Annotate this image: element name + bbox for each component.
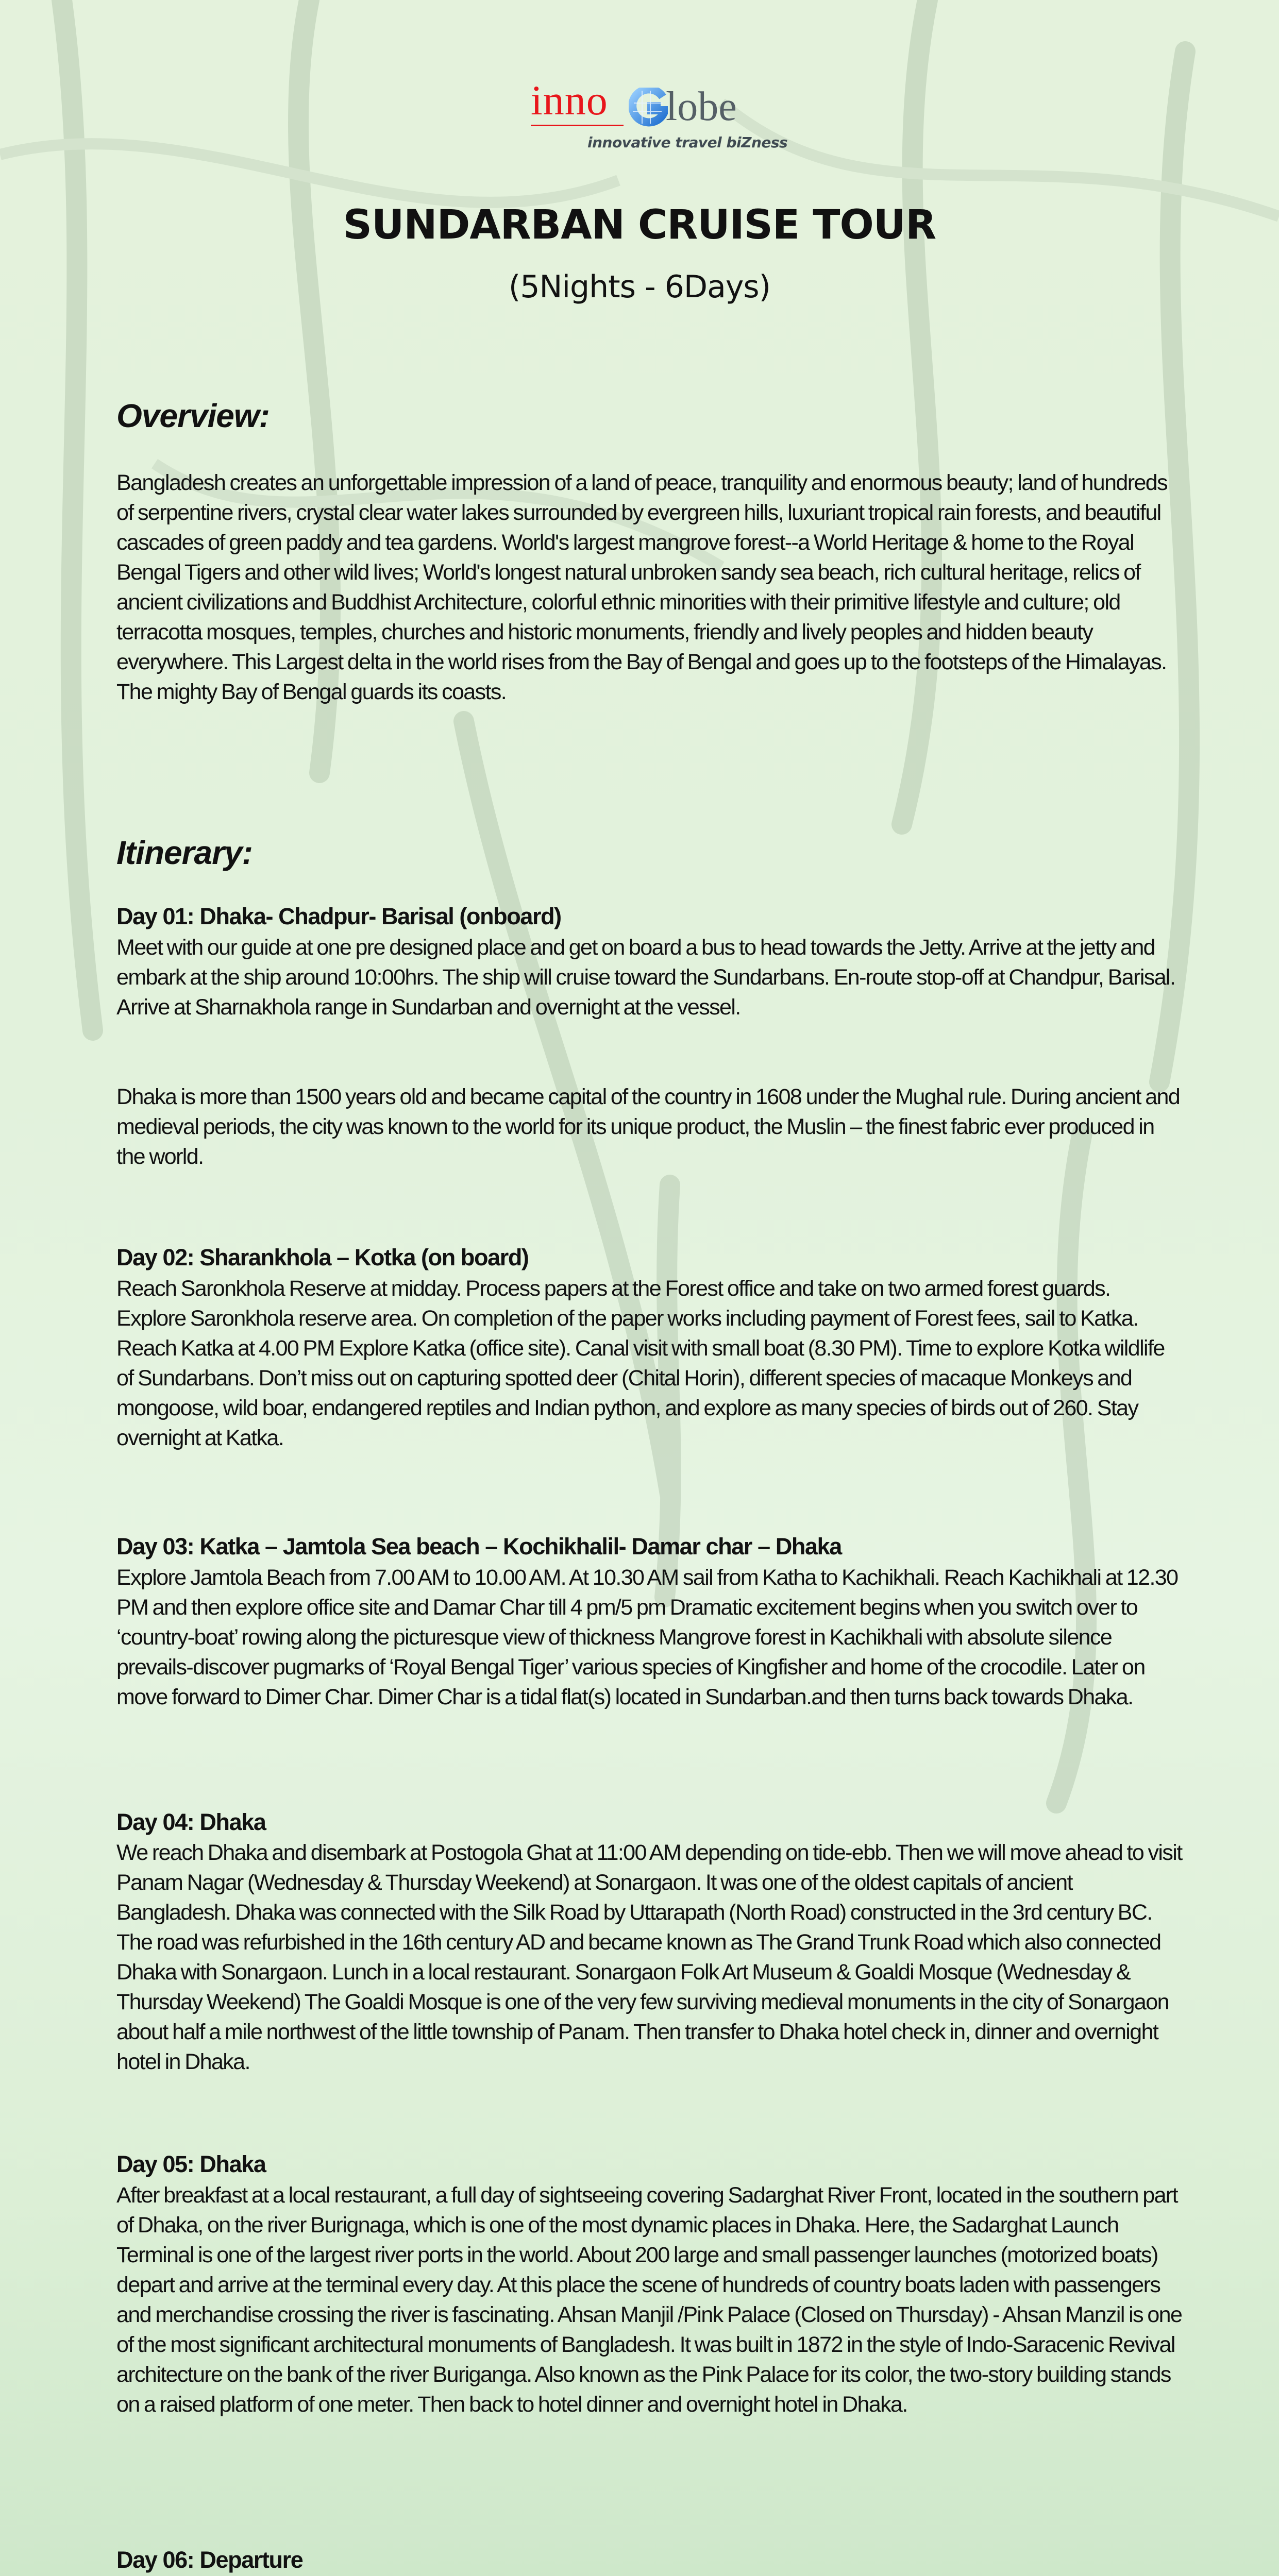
day-02-text: Reach Saronkhola Reserve at midday. Process papers at the Forest office and take on two armed forest guards. Explore Saronkhola reserve area. On completion of the paper works including payment of Forest fees, sail to Katka. Reach Katka at 4.00 PM Explore Katka (office site). Canal visit with small boat (8.30 PM). Time to explore Kotka wildlife of Sundarbans. Don’t miss out on capturing spotted deer (Chital Horin), different species of macaque Monkeys and mongoose, wild boar, endangered reptiles and Indian python, and explore as many species of birds out of 260. Stay overnight at Katka. (116, 1276, 1165, 1450)
day-04-text: We reach Dhaka and disembark at Postogola Ghat at 11:00 AM depending on tide-ebb. Then we will move ahead to visit Panam Nagar (Wednesday & Thursday Weekend) at Sonargaon. It was one of the oldest capitals of ancient Bangladesh. Dhaka was connected with the Silk Road by Uttarapath (North Road) constructed in the 3rd century BC. The road was refurbished in the 16th century AD and became known as The Grand Trunk Road which also connected Dhaka with Sonargaon. Lunch in a local restaurant. Sonargaon Folk Art Museum & Goaldi Mosque (Wednesday & Thursday Weekend) The Goaldi Mosque is one of the very few surviving medieval monuments in the city of Sonargaon about half a mile northwest of the little township of Panam. Then transfer to Dhaka hotel check in, dinner and overnight hotel in Dhaka. (116, 1840, 1182, 2074)
day-06-text (116, 2573, 1188, 2576)
day-01-text: Meet with our guide at one pre designed place and get on board a bus to head towards the Jetty. Arrive at the jetty and embark at the ship around 10:00hrs. The ship will cruise toward the Sundarbans. En-route stop-off at Chandpur, Barisal. Arrive at Sharnakhola range in Sundarban and overnight at the vessel. (116, 935, 1175, 1020)
globe-icon (629, 88, 668, 127)
day-06-title: Day 06: Departure (116, 2547, 303, 2573)
logo-globe-text: lobe (666, 84, 737, 129)
day-01-dhaka-text: Dhaka is more than 1500 years old and became capital of the country in 1608 under the Mughal rule. During ancient and medieval periods, the city was known to the world for its unique product, the Muslin – the finest fabric ever produced in the world. (116, 1084, 1180, 1169)
day-05-text: After breakfast at a local restaurant, a full day of sightseeing covering Sadarghat River Front, located in the southern part of Dhaka, on the river Burignaga, which is one of the most dynamic places in Dhaka. Here, the Sadarghat Launch Terminal is one of the largest river ports in the world. About 200 large and small passenger launches (motorized boats) depart and arrive at the terminal every day. At this place the scene of hundreds of country boats laden with passengers and merchandise crossing the river is fascinating. Ahsan Manjil /Pink Palace (Closed on Thursday) - Ahsan Manzil is one of the most significant architectural monuments of Bangladesh. It was built in 1872 in the style of Indo-Saracenic Revival architecture on the bank of the river Buriganga. Also known as the Pink Palace for its color, the two-story building stands on a raised platform of one meter. Then back to hotel dinner and overnight hotel in Dhaka. (116, 2183, 1182, 2417)
logo-underline (531, 125, 624, 126)
day-05-title: Day 05: Dhaka (116, 2151, 266, 2177)
page-subtitle: (5Nights - 6Days) (508, 269, 771, 305)
day-02-title: Day 02: Sharankhola – Kotka (on board) (116, 1244, 529, 1270)
overview-text: Bangladesh creates an unforgettable impression of a land of peace, tranquility and enormous beauty; land of hundreds of serpentine rivers, crystal clear water lakes surrounded by evergreen hills, luxuriant tropical rain forests, and beautiful cascades of green paddy and tea gardens. World's largest mangrove forest--a World Heritage & home to the Royal Bengal Tigers and other wild lives; World's longest natural unbroken sandy sea beach, rich cultural heritage, relics of ancient civilizations and Buddhist Architecture, colorful ethnic minorities with their primitive lifestyle and culture; old terracotta mosques, temples, churches and historic monuments, friendly and lively peoples and hidden beauty everywhere. This Largest delta in the world rises from the Bay of Bengal and goes up to the footsteps of the Himalayas. The mighty Bay of Bengal guards its coasts. (116, 470, 1167, 704)
day-01-title: Day 01: Dhaka- Chadpur- Barisal (onboard) (116, 903, 561, 929)
brand-logo (531, 77, 788, 155)
day-03-text: Explore Jamtola Beach from 7.00 AM to 10.00 AM. At 10.30 AM sail from Katha to Kachikhali. Reach Kachikhali at 12.30 PM and then explore office site and Damar Char till 4 pm/5 pm Dramatic excitement begins when you switch over to ‘country-boat’ rowing along the picturesque view of thickness Mangrove forest in Kachikhali with absolute silence prevails-discover pugmarks of ‘Royal Bengal Tiger’ various species of Kingfisher and home of the crocodile. Later on move forward to Dimer Char. Dimer Char is a tidal flat(s) located in Sundarban.and then turns back towards Dhaka. (116, 1565, 1178, 1709)
day-03-title: Day 03: Katka – Jamtola Sea beach – Kochikhalil- Damar char – Dhaka (116, 1533, 842, 1560)
logo-tagline: innovative travel biZness (587, 134, 788, 151)
overview-heading: Overview: (116, 397, 270, 434)
itinerary-heading: Itinerary: (116, 834, 253, 871)
page-title: SUNDARBAN CRUISE TOUR (343, 202, 936, 248)
logo-inno-text: inno (531, 77, 608, 124)
day-04-title: Day 04: Dhaka (116, 1809, 266, 1835)
